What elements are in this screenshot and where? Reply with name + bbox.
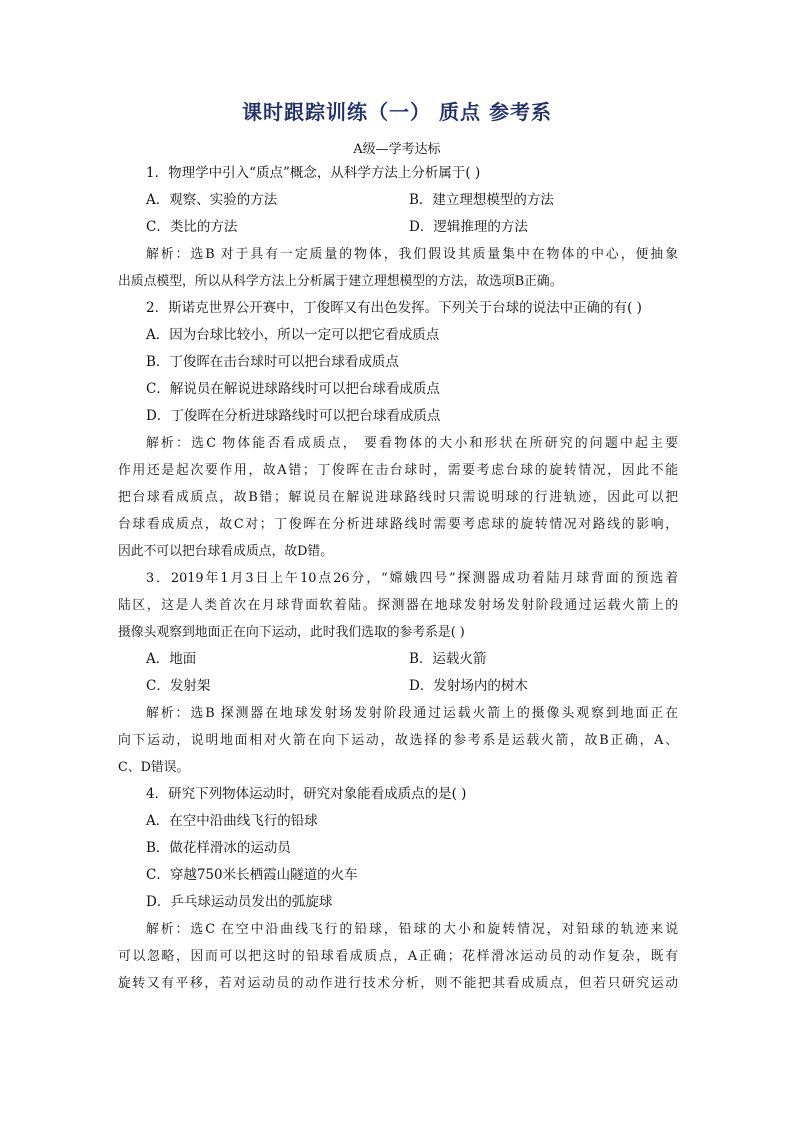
question-4-option-a: A．在空中沿曲线飞行的铅球 [146,813,318,829]
question-3-analysis-line: 解析：选B 探测器在地球发射场发射阶段通过运载火箭上的摄像头观察到地面正在 [146,706,678,721]
question-3-analysis-line: 向下运动，说明地面相对火箭在向下运动，故选择的参考系是运载火箭，故B正确，A、 [118,733,678,748]
question-2-analysis-line: 作用还是起次要作用，故A错；丁俊晖在击台球时，需要考虑台球的旋转情况，因此不能 [118,463,678,478]
question-2-option-c: C．解说员在解说进球路线时可以把台球看成质点 [146,381,440,397]
question-2-analysis-line: 因此不可以把台球看成质点，故D错。 [118,544,334,559]
question-4-analysis-line: 旋转又有平移，若对运动员的动作进行技术分析，则不能把其看成质点，但若只研究运动 [118,976,678,991]
question-2-analysis-line: 台球看成质点，故C对；丁俊晖在分析进球路线时需要考虑球的旋转情况对路线的影响， [118,517,678,532]
question-3-stem-line: 陆区，这是人类首次在月球背面软着陆。探测器在地球发射场发射阶段通过运载火箭上的 [118,598,678,613]
question-1-option-a: A．观察、实验的方法 [146,192,278,208]
question-1-option-c: C．类比的方法 [146,219,238,235]
question-1-analysis-line: 出质点模型，所以从科学方法上分析属于建立理想模型的方法，故选项B正确。 [118,274,563,289]
question-3-stem-line: 摄像头观察到地面正在向下运动，此时我们选取的参考系是( ) [118,625,465,640]
question-1-stem: 1．物理学中引入“质点”概念，从科学方法上分析属于( ) [146,165,481,181]
question-4-option-d: D．乒乓球运动员发出的弧旋球 [146,894,333,910]
page-title: 课时跟踪训练（一） 质点 参考系 [242,100,552,124]
question-4-analysis-line: 可以忽略，因而可以把这时的铅球看成质点，A正确；花样滑冰运动员的动作复杂，既有 [118,949,678,964]
question-3-option-a: A．地面 [146,651,197,667]
question-4-option-c: C．穿越750米长栖霞山隧道的火车 [146,867,358,883]
question-2-analysis-line: 把台球看成质点，故B错；解说员在解说进球路线时只需说明球的行进轨迹，因此可以把 [118,490,678,505]
question-3-option-c: C．发射架 [146,678,211,694]
exercise-content [118,160,678,997]
question-2-option-d: D．丁俊晖在分析进球路线时可以把台球看成质点 [146,408,441,424]
question-3-stem-line: 3．2019年1月3日上午10点26分，“嫦娥四号”探测器成功着陆月球背面的预选着 [146,571,678,586]
question-2-analysis-line: 解析：选C 物体能否看成质点， 要看物体的大小和形状在所研究的问题中起主要 [146,436,678,451]
section-heading: A级—学考达标 [353,142,441,157]
question-1-option-d: D．逻辑推理的方法 [409,219,528,235]
question-1-analysis-line: 解析：选B 对于具有一定质量的物体，我们假设其质量集中在物体的中心，便抽象 [146,247,678,262]
question-2-stem: 2．斯诺克世界公开赛中，丁俊晖又有出色发挥。下列关于台球的说法中正确的有( ) [146,300,642,316]
question-4-option-b: B．做花样滑冰的运动员 [146,840,291,856]
question-3-option-b: B．运载火箭 [409,651,487,667]
question-3-option-d: D．发射场内的树木 [409,678,528,694]
question-1-option-b: B．建立理想模型的方法 [409,192,554,208]
question-4-stem: 4．研究下列物体运动时，研究对象能看成质点的是( ) [146,786,467,802]
question-3-analysis-line: C、D错误。 [118,760,190,775]
question-2-option-a: A．因为台球比较小，所以一定可以把它看成质点 [146,327,440,343]
question-2-option-b: B．丁俊晖在击台球时可以把台球看成质点 [146,354,399,370]
question-4-analysis-line: 解析：选C 在空中沿曲线飞行的铅球，铅球的大小和旋转情况，对铅球的轨迹来说 [146,922,678,937]
